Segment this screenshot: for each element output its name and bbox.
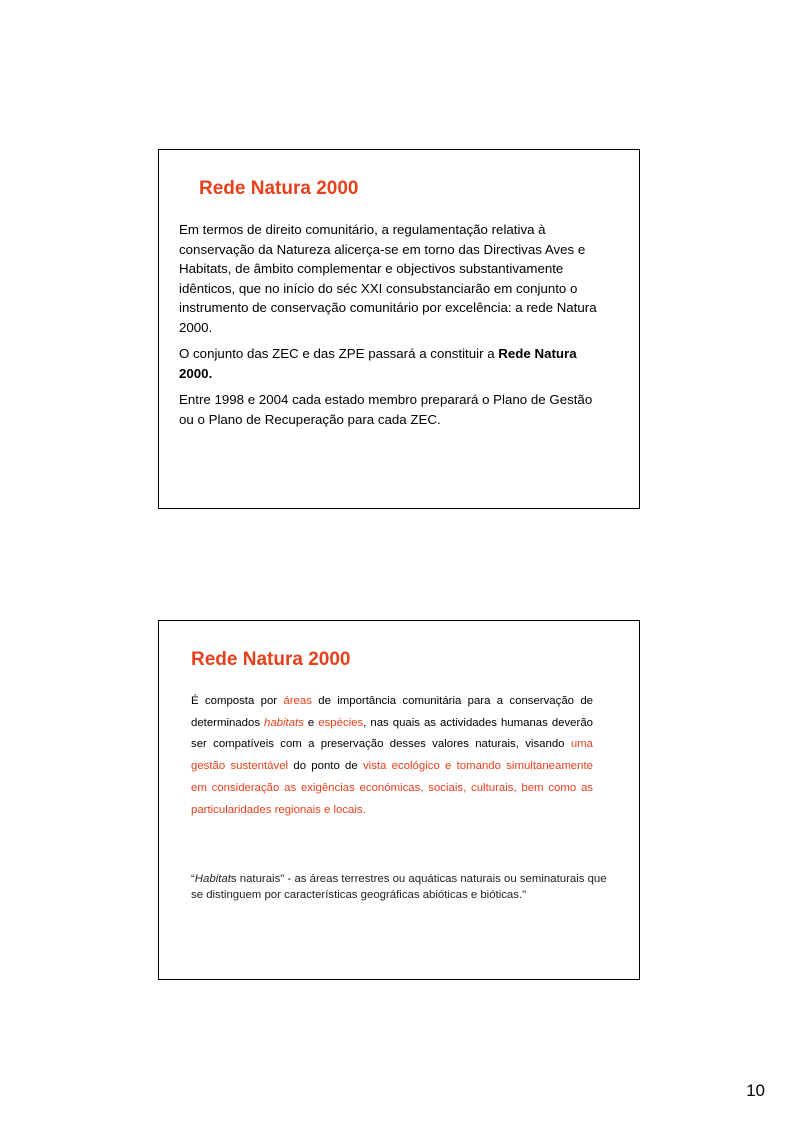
habitats-definition: [191, 872, 621, 903]
slide-2-paragraph: [191, 691, 593, 821]
body-text-5: do ponto de: [288, 760, 363, 773]
body-text-3: e: [303, 716, 319, 729]
highlight-areas: áreas: [283, 695, 312, 707]
definition-paragraph: [191, 872, 621, 903]
slide-1-paragraph-2-text: O conjunto das ZEC e das ZPE passará a constituir a: [179, 346, 499, 361]
slide-1-paragraph-2-bold: Rede Natura 2000.: [179, 346, 577, 381]
slide-1-paragraph-1: Em termos de direito comunitário, a regulamentação relativa à conservação da Natureza alicerça-se em torno das Directivas Aves e Habitats, de âmbito complementar e objectivos substantivamente idênticos, que no início do séc XXI consubstanciarão em conjunto o instrumento de conservação comunitário por excelência: a rede Natura 2000.: [179, 222, 597, 335]
slide-2-body: [191, 691, 593, 821]
slide-1-paragraph-3: Entre 1998 e 2004 cada estado membro preparará o Plano de Gestão ou o Plano de Recuperação para cada ZEC.: [179, 392, 593, 427]
body-text-4: , nas quais as actividades humanas deverão ser compatíveis com a preservação desses valores naturais, visando: [191, 716, 593, 751]
highlight-vista-ecologico: vista ecológico e tomando simultaneamente em consideração as exigências económicas, sociais, culturais, bem como as particularidades regionais e locais.: [191, 760, 593, 816]
highlight-gestao-sustentavel: uma gestão sustentável: [191, 738, 593, 773]
body-text-2: de importância comunitária para a conservação de determinados: [191, 695, 593, 729]
slide-1-title: Rede Natura 2000: [199, 178, 359, 199]
page-number: 10: [746, 1081, 765, 1100]
highlight-especies: espécies: [318, 716, 364, 729]
slide-1: [158, 149, 640, 509]
definition-term-rest: s naturais": [230, 873, 285, 885]
slide-1-paragraph-2: [179, 344, 609, 383]
definition-text: - as áreas terrestres ou aquáticas naturais ou seminaturais que se distinguem por características geográficas abióticas e bióticas.": [191, 873, 607, 901]
slide-2-title: Rede Natura 2000: [191, 649, 351, 670]
definition-term-italic: Habitat: [194, 873, 231, 885]
definition-open-quote: “: [191, 873, 195, 885]
body-text-1: É composta por: [191, 695, 284, 707]
slide-1-body: [179, 220, 609, 436]
highlight-habitats: habitats: [264, 716, 304, 729]
slide-2: [158, 620, 640, 980]
